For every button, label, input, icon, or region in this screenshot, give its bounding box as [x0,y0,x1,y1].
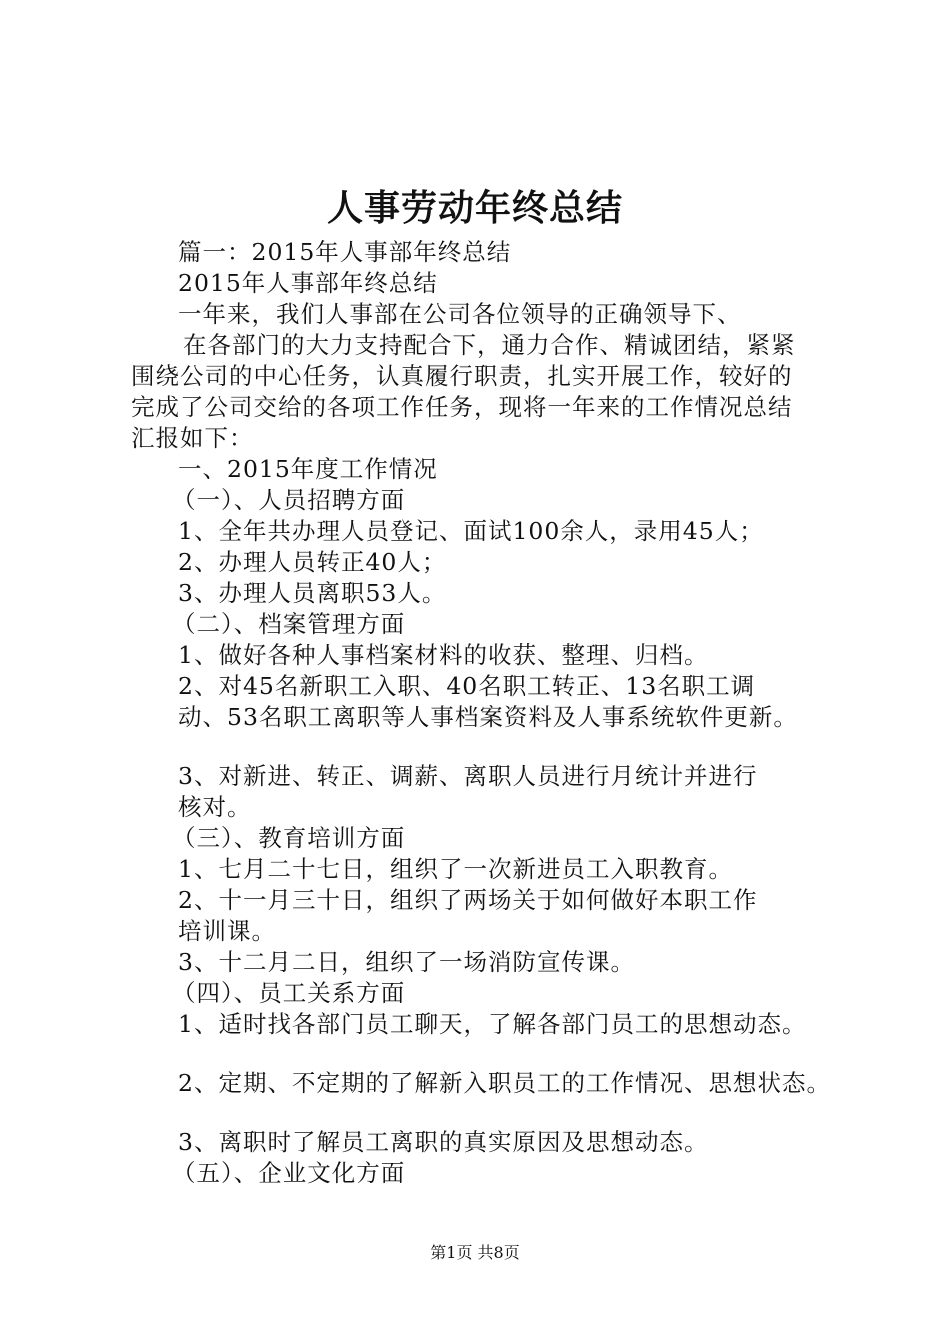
line-item-continued: 培训课。 [178,917,276,945]
line-paragraph-2: 在各部门的大力支持配合下，通力合作、精诚团结，紧紧 [183,331,796,359]
line-paragraph-5: 汇报如下： [131,424,254,452]
line-paragraph-1: 一年来，我们人事部在公司各位领导的正确领导下、 [178,300,742,328]
line-subheading-4: （四）、员工关系方面 [172,979,406,1007]
line-item: 1、做好各种人事档案材料的收获、整理、归档。 [178,641,709,669]
line-item: 3、离职时了解员工离职的真实原因及思想动态。 [178,1128,709,1156]
document-title: 人事劳动年终总结 [326,187,623,229]
line-item: 3、对新进、转正、调薪、离职人员进行月统计并进行 [178,762,758,790]
line-item: 2、十一月三十日，组织了两场关于如何做好本职工作 [178,886,758,914]
line-paragraph-3: 围绕公司的中心任务，认真履行职责，扎实开展工作，较好的 [131,362,793,390]
line-item: 1、全年共办理人员登记、面试100余人，录用45人； [178,517,764,545]
line-item: 2、定期、不定期的了解新入职员工的工作情况、思想状态。 [178,1069,831,1097]
line-item-continued: 动、53名职工离职等人事档案资料及人事系统软件更新。 [178,703,798,731]
line-subheading-1: （一）、人员招聘方面 [172,486,406,514]
line-subheading-5: （五）、企业文化方面 [172,1159,406,1187]
line-subheading-3: （三）、教育培训方面 [172,824,406,852]
line-subtitle: 2015年人事部年终总结 [178,269,438,297]
line-paragraph-4: 完成了公司交给的各项工作任务，现将一年来的工作情况总结 [131,393,793,421]
line-item: 3、办理人员离职53人。 [178,579,447,607]
line-item: 1、适时找各部门员工聊天，了解各部门员工的思想动态。 [178,1010,807,1038]
line-item: 3、十二月二日，组织了一场消防宣传课。 [178,948,635,976]
page-footer: 第1页 共8页 [430,1243,520,1262]
line-subheading-2: （二）、档案管理方面 [172,610,406,638]
line-section-heading: 篇一：2015年人事部年终总结 [178,238,512,266]
line-item: 2、办理人员转正40人； [178,548,447,576]
line-item-continued: 核对。 [178,793,252,821]
line-item: 1、七月二十七日，组织了一次新进员工入职教育。 [178,855,733,883]
line-heading-1: 一、2015年度工作情况 [178,455,438,483]
line-item: 2、对45名新职工入职、40名职工转正、13名职工调 [178,672,756,700]
